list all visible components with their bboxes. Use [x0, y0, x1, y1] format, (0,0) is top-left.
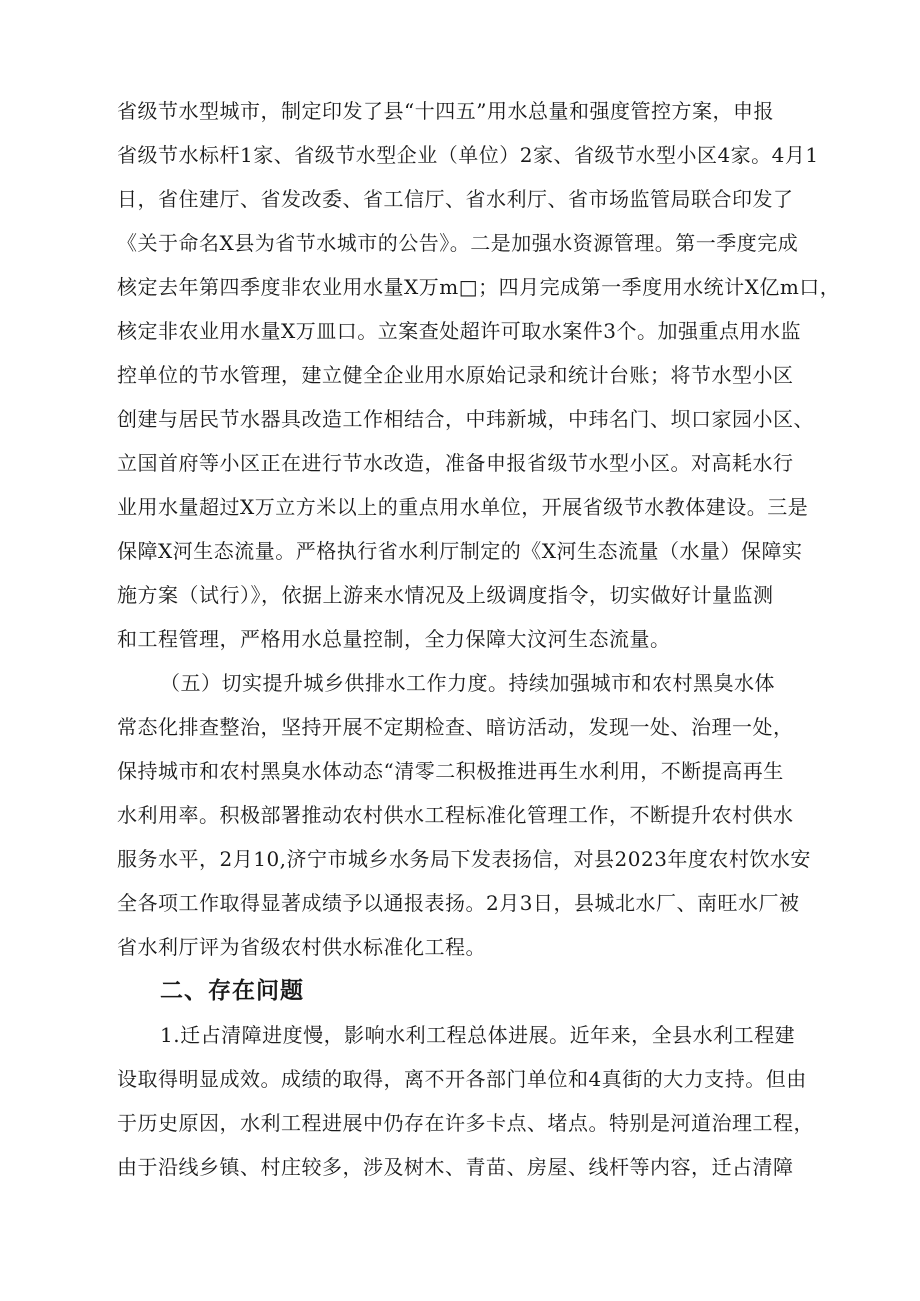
paragraph-3-line-1: 1.迁占清障进度慢，影响水利工程总体进展。近年来，全县水利工程建 [160, 1023, 796, 1047]
paragraph-2-line-5: 服务水平，2月10,济宁市城乡水务局下发表扬信，对县2023年度农村饮水安 [117, 847, 811, 871]
paragraph-2-line-2: 常态化排查整治，坚持开展不定期检查、暗访活动，发现一处、治理一处， [117, 715, 794, 739]
paragraph-1-line-3: 日，省住建厅、省发改委、省工信厅、省水利厅、省市场监管局联合印发了 [117, 187, 794, 211]
section-heading: 二、存在问题 [160, 978, 304, 1004]
paragraph-1-line-13: 和工程管理，严格用水总量控制，全力保障大汶河生态流量。 [117, 627, 671, 651]
paragraph-1-line-6: 核定非农业用水量X万皿口。立案查处超许可取水案件3个。加强重点用水监 [117, 319, 801, 343]
paragraph-2-line-4: 水利用率。积极部署推动农村供水工程标准化管理工作，不断提升农村供水 [117, 803, 794, 827]
paragraph-1-line-7: 控单位的节水管理，建立健全企业用水原始记录和统计台账；将节水型小区 [117, 363, 794, 387]
paragraph-2-line-3: 保持城市和农村黑臭水体动态“清零二积极推进再生水利用，不断提高再生 [117, 759, 784, 783]
paragraph-1-line-8: 创建与居民节水器具改造工作相结合，中玮新城，中玮名门、坝口家园小区、 [117, 407, 814, 431]
paragraph-1-line-12: 施方案（试行）》，依据上游来水情况及上级调度指令，切实做好计量监测 [117, 583, 774, 607]
paragraph-1-line-2: 省级节水标杆1家、省级节水型企业（单位）2家、省级节水型小区4家。4月1 [117, 143, 819, 167]
paragraph-3-line-4: 由于沿线乡镇、村庄较多，涉及树木、青苗、房屋、线杆等内容，迁占清障 [117, 1155, 794, 1179]
paragraph-1-line-1: 省级节水型城市，制定印发了县“十四五”用水总量和强度管控方案，申报 [117, 99, 774, 123]
paragraph-1-line-4: 《关于命名X县为省节水城市的公告》。二是加强水资源管理。第一季度完成 [117, 231, 799, 255]
paragraph-2-line-7: 省水利厅评为省级农村供水标准化工程。 [117, 935, 486, 959]
paragraph-2-line-6: 全各项工作取得显著成绩予以通报表扬。2月3日，县城北水厂、南旺水厂被 [117, 891, 800, 915]
paragraph-1-line-11: 保障X河生态流量。严格执行省水利厅制定的《X河生态流量（水量）保障实 [117, 539, 803, 563]
paragraph-2-line-1: （五）切实提升城乡供排水工作力度。持续加强城市和农村黑臭水体 [160, 671, 775, 695]
paragraph-1-line-9: 立国首府等小区正在进行节水改造，准备申报省级节水型小区。对高耗水行 [117, 451, 794, 475]
paragraph-1-line-10: 业用水量超过X万立方米以上的重点用水单位，开展省级节水教体建设。三是 [117, 495, 809, 519]
paragraph-3-line-2: 设取得明显成效。成绩的取得，离不开各部门单位和4真街的大力支持。但由 [117, 1067, 807, 1091]
paragraph-3-line-3: 于历史原因，水利工程进展中仍存在许多卡点、堵点。特别是河道治理工程， [117, 1111, 814, 1135]
paragraph-1-line-5: 核定去年第四季度非农业用水量X万m□；四月完成第一季度用水统计X亿m口， [117, 275, 841, 299]
